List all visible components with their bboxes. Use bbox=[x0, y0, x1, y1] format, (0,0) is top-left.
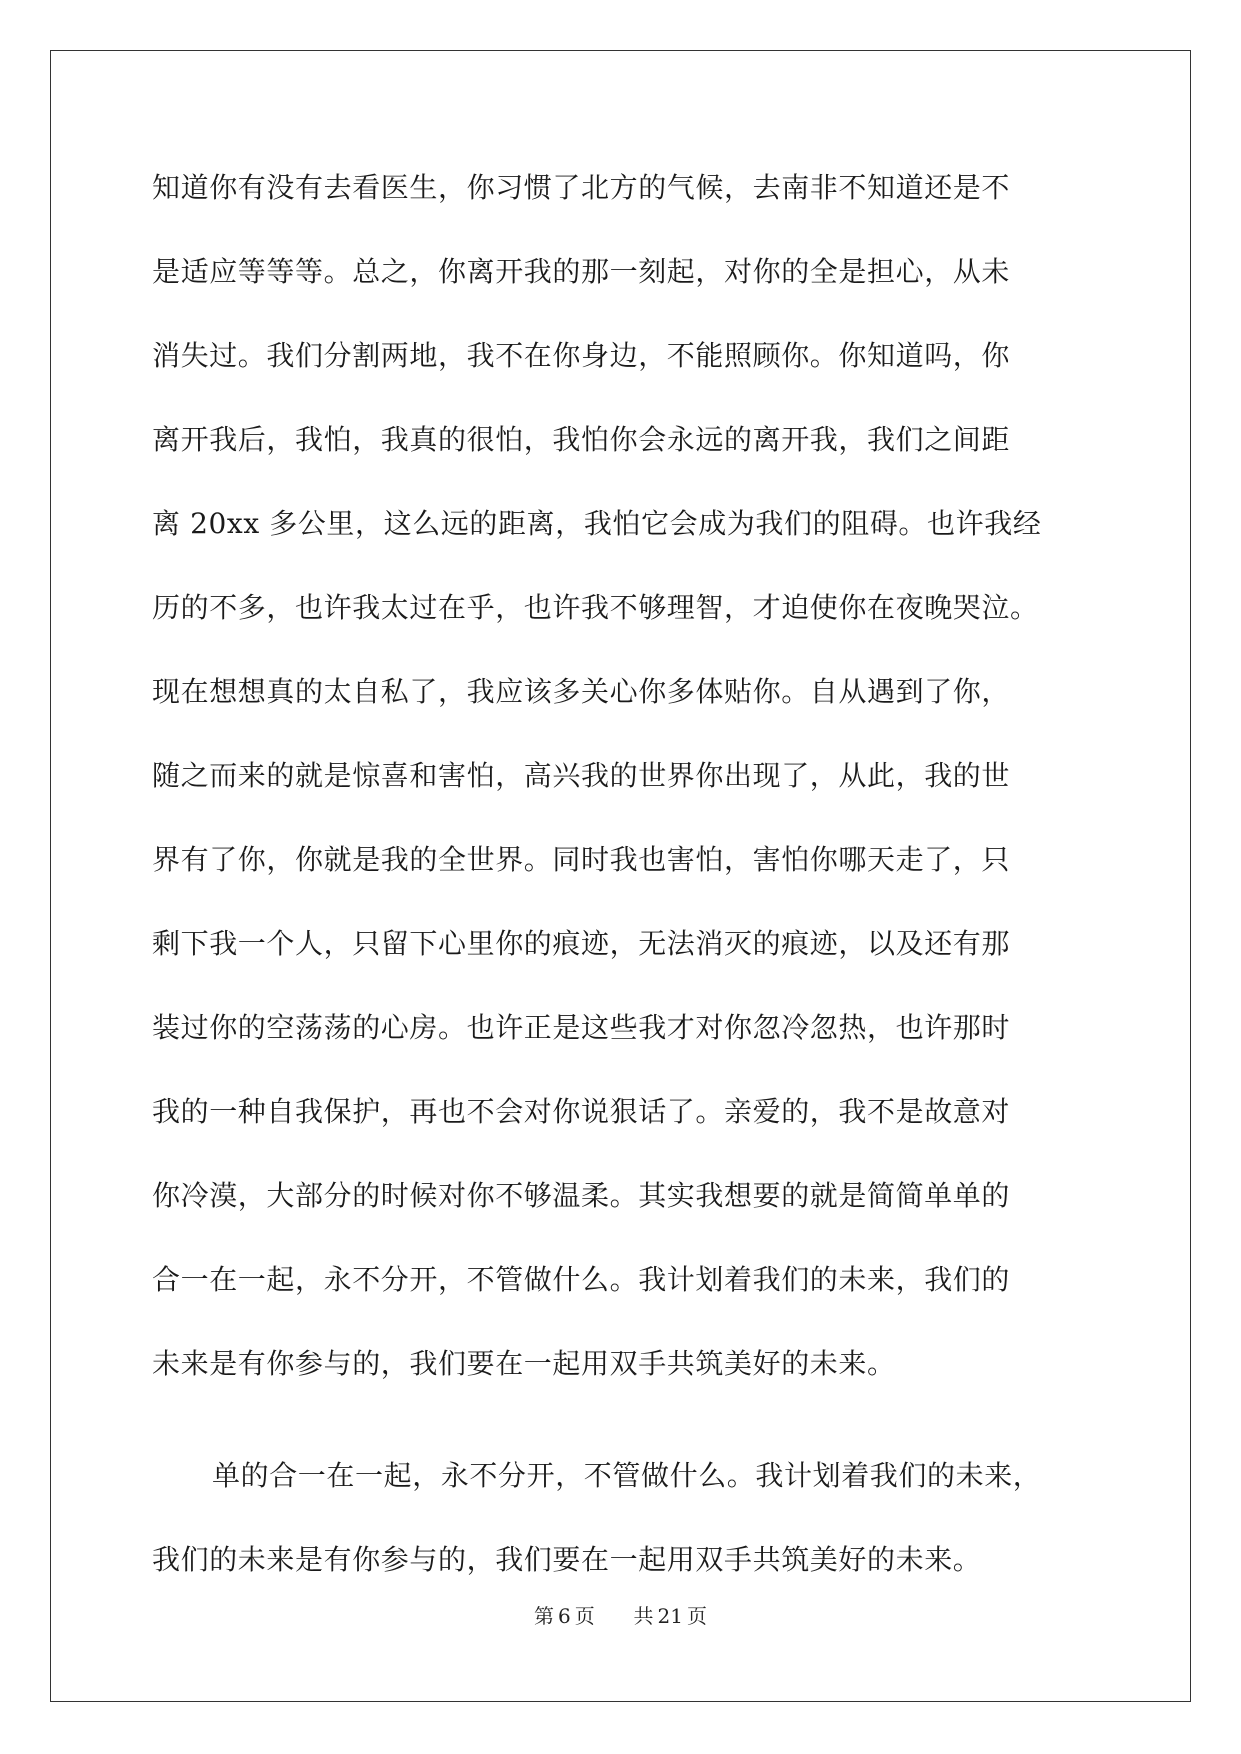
text-line: 是适应等等等。总之，你离开我的那一刻起，对你的全是担心，从未 bbox=[152, 255, 1011, 288]
text-line: 历的不多，也许我太过在乎，也许我不够理智，才迫使你在夜晚哭泣。 bbox=[152, 591, 1039, 624]
text-line: 合一在一起，永不分开，不管做什么。我计划着我们的未来，我们的 bbox=[152, 1263, 1011, 1296]
text-line: 未来是有你参与的，我们要在一起用双手共筑美好的未来。 bbox=[152, 1347, 896, 1380]
text-line: 消失过。我们分割两地，我不在你身边，不能照顾你。你知道吗，你 bbox=[152, 339, 1011, 372]
text-line: 装过你的空荡荡的心房。也许正是这些我才对你忽冷忽热，也许那时 bbox=[152, 1011, 1011, 1044]
text-line: 你冷漠，大部分的时候对你不够温柔。其实我想要的就是简简单单的 bbox=[152, 1179, 1011, 1212]
text-line: 界有了你，你就是我的全世界。同时我也害怕，害怕你哪天走了，只 bbox=[152, 843, 1011, 876]
text-line: 随之而来的就是惊喜和害怕，高兴我的世界你出现了，从此，我的世 bbox=[152, 759, 1011, 792]
paragraph-spacer bbox=[152, 1418, 1092, 1446]
text-line: 单的合一在一起，永不分开，不管做什么。我计划着我们的未来， bbox=[212, 1459, 1042, 1492]
total-pages: 21 bbox=[657, 1604, 683, 1628]
text-line: 知道你有没有去看医生，你习惯了北方的气候，去南非不知道还是不 bbox=[152, 171, 1011, 204]
text-line: 我们的未来是有你参与的，我们要在一起用双手共筑美好的未来。 bbox=[152, 1543, 982, 1576]
text-line: 剩下我一个人，只留下心里你的痕迹，无法消灭的痕迹，以及还有那 bbox=[152, 927, 1011, 960]
page-number: 6 bbox=[558, 1604, 571, 1628]
page-suffix: 页 bbox=[574, 1604, 595, 1628]
page-footer bbox=[0, 1600, 1241, 1629]
text-line: 离 20xx 多公里，这么远的距离，我怕它会成为我们的阻碍。也许我经 bbox=[152, 507, 1042, 540]
total-suffix: 页 bbox=[686, 1604, 707, 1628]
text-line: 离开我后，我怕，我真的很怕，我怕你会永远的离开我，我们之间距 bbox=[152, 423, 1011, 456]
text-line: 现在想想真的太自私了，我应该多关心你多体贴你。自从遇到了你， bbox=[152, 675, 1011, 708]
total-prefix: 共 bbox=[633, 1604, 654, 1628]
document-body bbox=[152, 158, 1092, 1614]
paragraph-1 bbox=[152, 158, 1092, 1418]
paragraph-2 bbox=[152, 1446, 1092, 1614]
text-line: 我的一种自我保护，再也不会对你说狠话了。亲爱的，我不是故意对 bbox=[152, 1095, 1011, 1128]
page-prefix: 第 bbox=[534, 1604, 555, 1628]
